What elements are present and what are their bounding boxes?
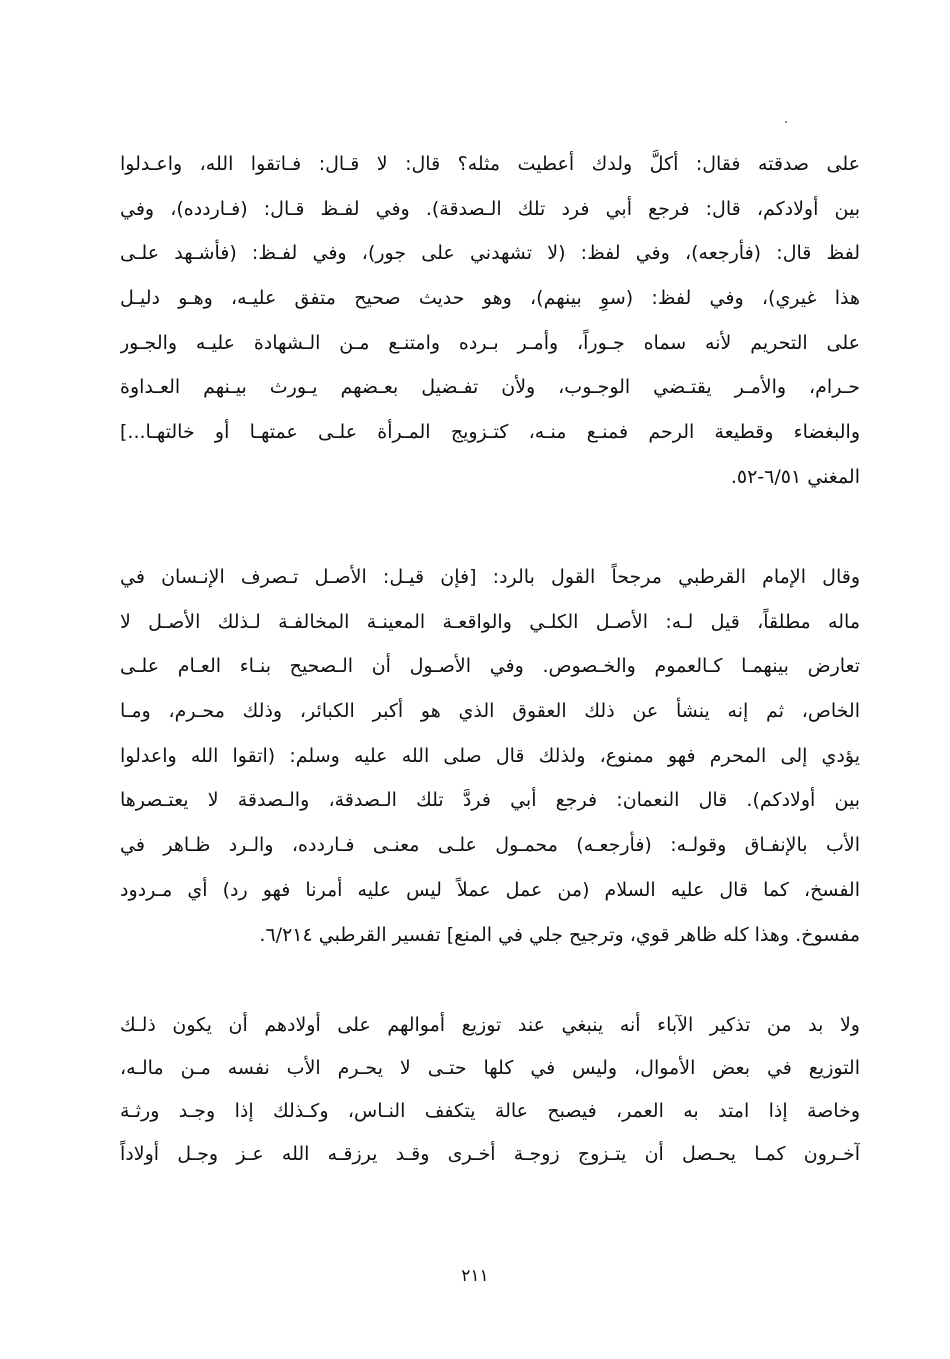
- text-line: الفسخ، كما قال عليه السلام (من عمل عملاً ليس عليه أمرنا فهو رد) أي مـردود: [120, 878, 860, 901]
- text-line: يؤدي إلى المحرم فهو ممنوع، ولذلك قال صلى الله عليه وسلم: (اتقوا الله واعدلوا: [120, 744, 860, 767]
- text-line: على التحريم لأنه سماه جـوراً، وأمـر بـرده وامتنـع مـن الـشهادة عليـه والجـور: [120, 331, 860, 354]
- paragraph-qurtubi-quote: [120, 555, 860, 957]
- text-line: الخاص، ثم إنه ينشأ عن ذلك العقوق الذي هو أكبر الكبائر، وذلك محـرم، ومـا: [120, 700, 860, 723]
- citation-line: مفسوخ. وهذا كله ظاهر قوي، وترجيح جلي في المنع] تفسير القرطبي ٦/٢١٤.: [259, 923, 860, 946]
- text-line: الأب بالإنفـاق وقولـه: (فأرجعـه) محمـول علـى معنـى فـاردده، والـرد ظـاهر في: [120, 834, 860, 857]
- paragraph-hadith-quote: [120, 142, 860, 500]
- page-number: ٢١١: [461, 1266, 489, 1286]
- text-line: حـرام، والأمـر يقتـضي الوجـوب، ولأن تفـضيل بعـضهم يـورث بيـنهم العـداوة: [120, 376, 860, 399]
- scan-speck: [785, 121, 787, 123]
- text-line: التوزيع في بعض الأموال، وليس في كلها حتـى لا يحـرم الأب نفسه مـن مالـه،: [120, 1057, 860, 1079]
- text-line: آخـرون كمـا يحـصل أن يتـزوج زوجـة أخـرى وقـد يرزقـه الله عـز وجـل أولاداً: [120, 1143, 860, 1165]
- text-line: بين أولادكم، قال: فرجع أبي فرد تلك الـصدقة). وفي لفـظ قـال: (فـاردده)، وفي: [120, 197, 860, 220]
- text-line: ولا بد من تذكير الآباء أنه ينبغي عند توزيع أموالهم على أولادهم أن يكون ذلـك: [120, 1014, 860, 1036]
- text-line: وخاصة إذا امتد به العمر، فيصبح عالة يتكفف النـاس، وكـذلك إذا وجـد ورثـة: [120, 1100, 860, 1122]
- text-line: هذا غيري)، وفي لفظ: (سوِ بينهم)، وهو حديث صحيح متفق عليـه، وهـو دليـل: [120, 287, 860, 310]
- text-line: ماله مطلقاً، قيل لـه: الأصـل الكلـي والواقعـة المعينـة المخالفـة لـذلك الأصـل لا: [120, 610, 860, 633]
- text-line: وقال الإمام القرطبي مرجحاً القول بالرد: [فإن قيـل: الأصـل تـصرف الإنـسان في: [120, 566, 860, 588]
- paragraph-advice: [120, 1004, 860, 1176]
- text-line: على صدقته فقال: أكلَّ ولدك أعطيت مثله؟ قال: لا قـال: فـاتقوا الله، واعـدلوا: [120, 153, 860, 175]
- text-line: لفظ قال: (فأرجعه)، وفي لفظ: (لا تشهدني على جور)، وفي لفـظ: (فأشـهد علـى: [120, 242, 860, 265]
- text-line: تعارض بينهمـا كـالعموم والخـصوص. وفي الأصـول أن الـصحيح بنـاء العـام علـى: [120, 655, 860, 678]
- text-line: والبغضاء وقطيعة الرحم فمنـع منـه، كتـزويج المـرأة علـى عمتهـا أو خالتهـا...]: [120, 421, 860, 444]
- text-line: بين أولادكم). قال النعمان: فرجع أبي فردَّ تلك الـصدقة، والـصدقة لا يعتـصرها: [120, 789, 860, 812]
- citation-line: المغني ٦/٥١-٥٢.: [730, 465, 860, 488]
